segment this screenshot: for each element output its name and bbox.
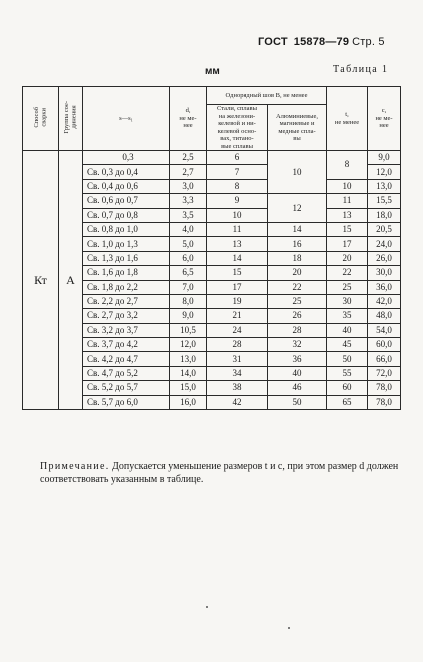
t-cell: 35 <box>327 309 368 323</box>
t-cell: 50 <box>327 352 368 366</box>
page-header <box>258 36 385 48</box>
d-cell: 13,0 <box>170 352 207 366</box>
alum-cell: 16 <box>268 237 327 251</box>
c-cell: 72,0 <box>368 366 401 380</box>
c-cell: 30,0 <box>368 266 401 280</box>
c-cell: 42,0 <box>368 294 401 308</box>
steel-cell: 21 <box>207 309 268 323</box>
alum-cell: 28 <box>268 323 327 337</box>
alum-cell: 32 <box>268 338 327 352</box>
steel-cell: 9 <box>207 194 268 208</box>
d-cell: 5,0 <box>170 237 207 251</box>
t-cell: 11 <box>327 194 368 208</box>
d-cell: 7,0 <box>170 280 207 294</box>
steel-cell: 14 <box>207 251 268 265</box>
s-cell: Св. 2,2 до 2,7 <box>83 294 170 308</box>
d-cell: 9,0 <box>170 309 207 323</box>
s-cell: Св. 5,2 до 5,7 <box>83 381 170 395</box>
c-cell: 60,0 <box>368 338 401 352</box>
d-cell: 8,0 <box>170 294 207 308</box>
page-number: Стр. 5 <box>352 36 385 48</box>
d-cell: 15,0 <box>170 381 207 395</box>
dimensions-table <box>22 86 401 410</box>
steel-cell: 15 <box>207 266 268 280</box>
s-cell: Св. 0,3 до 0,4 <box>83 165 170 179</box>
standard-label: ГОСТ <box>258 36 288 48</box>
t-cell: 65 <box>327 395 368 409</box>
d-cell: 2,5 <box>170 151 207 165</box>
t-cell: 55 <box>327 366 368 380</box>
c-cell: 78,0 <box>368 381 401 395</box>
s-cell: Св. 3,7 до 4,2 <box>83 338 170 352</box>
col-group-header: Группа сое- динения <box>59 87 83 151</box>
steel-cell: 24 <box>207 323 268 337</box>
t-cell: 20 <box>327 251 368 265</box>
scan-speck <box>288 627 290 629</box>
col-seam-header: Однорядный шов B, не менее <box>207 87 327 105</box>
alum-cell: 14 <box>268 222 327 236</box>
group-cell: A <box>59 151 83 410</box>
note-label: Примечание. <box>40 461 110 472</box>
c-cell: 54,0 <box>368 323 401 337</box>
s-cell: Св. 4,7 до 5,2 <box>83 366 170 380</box>
steel-cell: 28 <box>207 338 268 352</box>
t-cell: 45 <box>327 338 368 352</box>
c-cell: 15,5 <box>368 194 401 208</box>
t-cell: 13 <box>327 208 368 222</box>
table-caption: Таблица 1 <box>333 64 389 75</box>
s-cell: Св. 1,3 до 1,6 <box>83 251 170 265</box>
steel-cell: 34 <box>207 366 268 380</box>
c-cell: 66,0 <box>368 352 401 366</box>
t-cell: 40 <box>327 323 368 337</box>
alum-cell: 12 <box>268 194 327 223</box>
t-cell: 30 <box>327 294 368 308</box>
s-cell: Св. 0,7 до 0,8 <box>83 208 170 222</box>
s-cell: Св. 0,6 до 0,7 <box>83 194 170 208</box>
c-cell: 20,5 <box>368 222 401 236</box>
s-cell: Св. 1,8 до 2,2 <box>83 280 170 294</box>
s-cell: 0,3 <box>83 151 170 165</box>
steel-cell: 11 <box>207 222 268 236</box>
steel-cell: 19 <box>207 294 268 308</box>
d-cell: 10,5 <box>170 323 207 337</box>
alum-cell: 36 <box>268 352 327 366</box>
alum-cell: 46 <box>268 381 327 395</box>
units-label: мм <box>205 66 220 77</box>
col-d-header: d, не ме- нее <box>170 87 207 151</box>
steel-cell: 7 <box>207 165 268 179</box>
c-cell: 9,0 <box>368 151 401 165</box>
c-cell: 26,0 <box>368 251 401 265</box>
steel-cell: 6 <box>207 151 268 165</box>
t-cell: 17 <box>327 237 368 251</box>
alum-cell: 40 <box>268 366 327 380</box>
note-text: Допускается уменьшение размеров t и c, при этом размер d должен соответствовать указанным в таблице. <box>40 461 399 485</box>
alum-cell: 50 <box>268 395 327 409</box>
steel-cell: 42 <box>207 395 268 409</box>
d-cell: 2,7 <box>170 165 207 179</box>
s-cell: Св. 0,8 до 1,0 <box>83 222 170 236</box>
d-cell: 6,0 <box>170 251 207 265</box>
d-cell: 3,0 <box>170 179 207 193</box>
c-cell: 36,0 <box>368 280 401 294</box>
alum-cell: 20 <box>268 266 327 280</box>
d-cell: 16,0 <box>170 395 207 409</box>
table-note <box>40 460 400 486</box>
scan-speck <box>206 606 208 608</box>
t-cell: 25 <box>327 280 368 294</box>
standard-number: 15878—79 <box>293 36 350 48</box>
method-cell: Кт <box>23 151 59 410</box>
col-steel-header: Стали, сплавы на железони- келевой и ни- келевой осно- вах, титано- вые сплавы <box>207 105 268 151</box>
alum-cell: 10 <box>268 151 327 194</box>
s-cell: Св. 4,2 до 4,7 <box>83 352 170 366</box>
alum-cell: 22 <box>268 280 327 294</box>
s-cell: Св. 1,0 до 1,3 <box>83 237 170 251</box>
col-c-header: c, не ме- нее <box>368 87 401 151</box>
steel-cell: 17 <box>207 280 268 294</box>
t-cell: 22 <box>327 266 368 280</box>
c-cell: 18,0 <box>368 208 401 222</box>
s-cell: Св. 0,4 до 0,6 <box>83 179 170 193</box>
c-cell: 48,0 <box>368 309 401 323</box>
s-cell: Св. 3,2 до 3,7 <box>83 323 170 337</box>
t-cell: 8 <box>327 151 368 180</box>
alum-cell: 18 <box>268 251 327 265</box>
d-cell: 12,0 <box>170 338 207 352</box>
c-cell: 13,0 <box>368 179 401 193</box>
col-t-header: t, не менее <box>327 87 368 151</box>
s-cell: Св. 2,7 до 3,2 <box>83 309 170 323</box>
c-cell: 12,0 <box>368 165 401 179</box>
col-method-header: Способ сварки <box>23 87 59 151</box>
t-cell: 10 <box>327 179 368 193</box>
steel-cell: 8 <box>207 179 268 193</box>
steel-cell: 10 <box>207 208 268 222</box>
d-cell: 3,5 <box>170 208 207 222</box>
s-cell: Св. 1,6 до 1,8 <box>83 266 170 280</box>
t-cell: 60 <box>327 381 368 395</box>
alum-cell: 25 <box>268 294 327 308</box>
table-body <box>23 151 401 410</box>
steel-cell: 31 <box>207 352 268 366</box>
d-cell: 6,5 <box>170 266 207 280</box>
d-cell: 4,0 <box>170 222 207 236</box>
steel-cell: 13 <box>207 237 268 251</box>
alum-cell: 26 <box>268 309 327 323</box>
col-alum-header: Алюминиевые, магниевые и медные спла- вы <box>268 105 327 151</box>
d-cell: 14,0 <box>170 366 207 380</box>
t-cell: 15 <box>327 222 368 236</box>
s-cell: Св. 5,7 до 6,0 <box>83 395 170 409</box>
c-cell: 78,0 <box>368 395 401 409</box>
steel-cell: 38 <box>207 381 268 395</box>
col-s-header: s—s₁ <box>83 87 170 151</box>
d-cell: 3,3 <box>170 194 207 208</box>
table-row <box>23 151 401 165</box>
c-cell: 24,0 <box>368 237 401 251</box>
